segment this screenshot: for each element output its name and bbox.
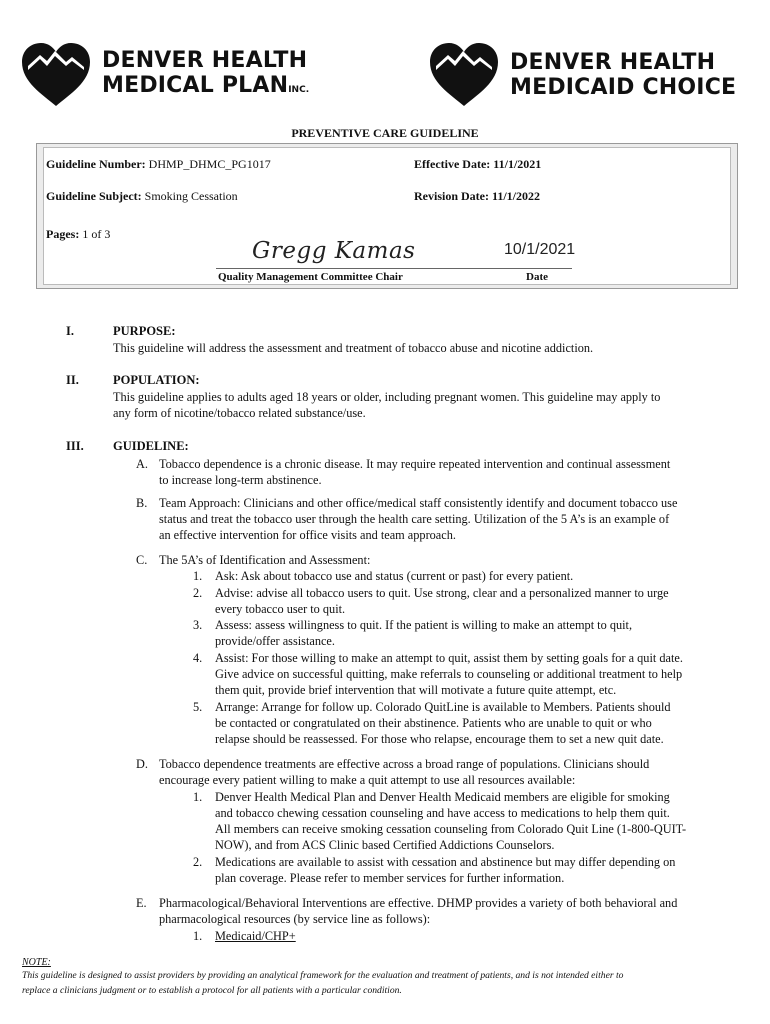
subitem-line: Ask: Ask about tobacco use and status (current or past) for every patient. bbox=[215, 569, 574, 583]
effective-date-label: Effective Date: bbox=[414, 157, 491, 171]
item-label: A. bbox=[136, 457, 148, 471]
subitem-label: 3. bbox=[193, 618, 203, 632]
section-heading-purpose: PURPOSE: bbox=[113, 324, 176, 338]
date-caption: Date bbox=[526, 271, 548, 283]
denver-health-medicaid-choice-logo bbox=[428, 42, 736, 108]
item-line: to increase long-term abstinence. bbox=[159, 473, 322, 487]
subitem-label: 5. bbox=[193, 700, 203, 714]
item-label: C. bbox=[136, 553, 148, 567]
subitem-line: Give advice on successful quitting, make referrals to counseling or additional treatment to help bbox=[215, 667, 683, 681]
subitem-line: Arrange: Arrange for follow up. Colorado QuitLine is available to Members. Patients should bbox=[215, 700, 671, 714]
subitem-line: Advise: advise all tobacco users to quit. Use strong, clear and a personalized manner to urge bbox=[215, 586, 669, 600]
signed-date: 10/1/2021 bbox=[504, 241, 576, 258]
subitem-line: Assess: assess willingness to quit. If the patient is willing to make an attempt to quit, bbox=[215, 618, 633, 632]
item-line: The 5A’s of Identification and Assessment: bbox=[159, 553, 371, 567]
subitem-line: and tobacco chewing cessation counseling and have access to medications to help them quit. bbox=[215, 806, 670, 820]
subitem-label: 1. bbox=[193, 569, 203, 583]
section-heading-population: POPULATION: bbox=[113, 373, 200, 387]
subitem-line: plan coverage. Please refer to member services for further information. bbox=[215, 871, 565, 885]
heart-mountain-icon bbox=[428, 42, 500, 108]
document-title: PREVENTIVE CARE GUIDELINE bbox=[291, 126, 479, 140]
pages-label: Pages: bbox=[46, 227, 80, 241]
subitem-line: Denver Health Medical Plan and Denver Health Medicaid members are eligible for smoking bbox=[215, 790, 670, 804]
subitem-line: relapse should be reassessed. For those who relapse, encourage them to set a new quit date. bbox=[215, 732, 664, 746]
guideline-number-value: DHMP_DHMC_PG1017 bbox=[148, 157, 271, 171]
subitem-line: Assist: For those willing to make an attempt to quit, assist them by setting goals for a quit date. bbox=[215, 651, 683, 665]
subitem-label: 2. bbox=[193, 586, 203, 600]
note-text bbox=[22, 968, 752, 998]
subitem-line: them quit, provide brief intervention that will motivate a future quite attempt, etc. bbox=[215, 683, 617, 697]
pages-value: 1 of 3 bbox=[82, 227, 111, 241]
subitem-label: 1. bbox=[193, 929, 203, 943]
item-label: D. bbox=[136, 757, 148, 771]
revision-date bbox=[414, 189, 540, 204]
subitem-line: every tobacco user to quit. bbox=[215, 602, 346, 616]
subitem-line: NOW), and from ACS Clinic based Certified Addictions Counselors. bbox=[215, 838, 555, 852]
revision-date-label: Revision Date: bbox=[414, 189, 489, 203]
signature-line bbox=[216, 268, 572, 269]
revision-date-value: 11/1/2022 bbox=[492, 189, 541, 203]
population-line: This guideline applies to adults aged 18 years or older, including pregnant women. This guideline may apply to bbox=[113, 390, 661, 404]
section-heading-guideline: GUIDELINE: bbox=[113, 439, 189, 453]
purpose-text: This guideline will address the assessment and treatment of tobacco abuse and nicotine addiction. bbox=[113, 341, 594, 355]
note-line: This guideline is designed to assist providers by providing an analytical framework for the evaluation and treatment of patients, and is not intended either to bbox=[22, 970, 624, 981]
section-number: III. bbox=[66, 439, 84, 453]
effective-date bbox=[414, 157, 541, 172]
chair-caption: Quality Management Committee Chair bbox=[218, 271, 403, 283]
item-line: Team Approach: Clinicians and other office/medical staff consistently identify and document tobacco use bbox=[159, 496, 678, 510]
logo-line1: DENVER HEALTH bbox=[510, 50, 716, 75]
item-label: E. bbox=[136, 896, 147, 910]
item-line: encourage every patient willing to make a quit attempt to use all resources available: bbox=[159, 773, 576, 787]
heart-mountain-icon bbox=[20, 42, 92, 108]
logo-line2: MEDICAID CHOICE bbox=[510, 75, 737, 100]
subitem-label: 2. bbox=[193, 855, 203, 869]
section-number: II. bbox=[66, 373, 79, 387]
subitem-line: All members can receive smoking cessation counseling from Colorado Quit Line (1-800-QUIT- bbox=[215, 822, 687, 836]
item-line: Tobacco dependence is a chronic disease. It may require repeated intervention and continual assessment bbox=[159, 457, 671, 471]
effective-date-value: 11/1/2021 bbox=[493, 157, 542, 171]
guideline-number bbox=[46, 157, 271, 172]
logo-line1: DENVER HEALTH bbox=[102, 47, 308, 73]
subitem-line-medicaid-chp: Medicaid/CHP+ bbox=[215, 929, 296, 943]
item-line: status and treat the tobacco user through the health care setting. Utilization of the 5 A’s is an example of bbox=[159, 512, 670, 526]
pages bbox=[46, 227, 110, 242]
guideline-number-label: Guideline Number: bbox=[46, 157, 146, 171]
guideline-subject bbox=[46, 189, 238, 204]
subitem-label: 4. bbox=[193, 651, 203, 665]
item-line: Pharmacological/Behavioral Interventions are effective. DHMP provides a variety of both behavioral and bbox=[159, 896, 678, 910]
subitem-label: 1. bbox=[193, 790, 203, 804]
subject-value: Smoking Cessation bbox=[144, 189, 238, 203]
denver-health-medical-plan-logo bbox=[20, 42, 309, 108]
note-line: replace a clinicians judgment or to establish a protocol for all patients with a particular condition. bbox=[22, 985, 402, 996]
note-heading: NOTE: bbox=[22, 957, 51, 968]
item-line: an effective intervention for office visits and team approach. bbox=[159, 528, 456, 542]
section-number: I. bbox=[66, 324, 74, 338]
logo-inc: INC. bbox=[288, 84, 310, 95]
item-label: B. bbox=[136, 496, 148, 510]
subitem-line: provide/offer assistance. bbox=[215, 634, 335, 648]
subitem-line: be contacted or congratulated on their abstinence. Patients who are unable to quit or who bbox=[215, 716, 652, 730]
chair-signature: Gregg Kamas bbox=[252, 238, 416, 264]
item-line: Tobacco dependence treatments are effective across a broad range of populations. Clinicians should bbox=[159, 757, 650, 771]
logo-line2: MEDICAL PLAN bbox=[102, 72, 289, 98]
item-line: pharmacological resources (by service line as follows): bbox=[159, 912, 431, 926]
subject-label: Guideline Subject: bbox=[46, 189, 142, 203]
subitem-line: Medications are available to assist with cessation and abstinence but may differ depending on bbox=[215, 855, 676, 869]
population-line: any form of nicotine/tobacco related substance/use. bbox=[113, 406, 366, 420]
